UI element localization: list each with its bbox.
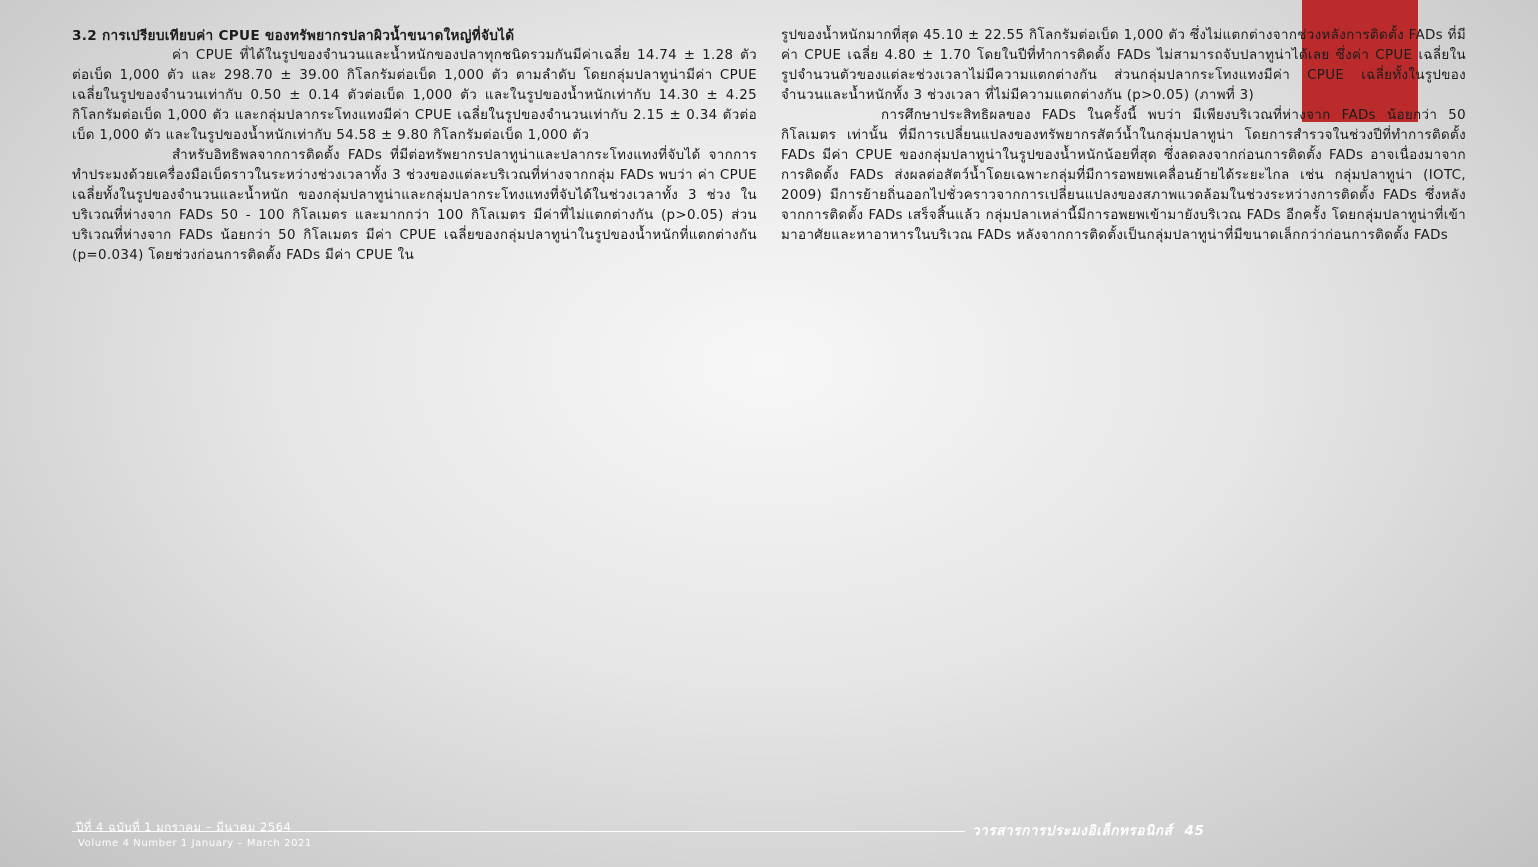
paragraph-continued: รูปของน้ำหนักมากที่สุด 45.10 ± 22.55 กิโลกรัมต่อเบ็ด 1,000 ตัว ซึ่งไม่แตกต่างจากช่วงหลังการติดตั้ง FADs ที่มีค่า CPUE เฉลี่ย 4.80 ± 1.70 โดยในปีที่ทำการติดตั้ง FADs ไม่สามารถจับปลาทูน่าได้เลย ซึ่งค่า CPUE เฉลี่ยในรูปจำนวนตัวของแต่ละช่วงเวลาไม่มีความแตกต่างกัน ส่วนกลุ่มปลากระโทงแทงมีค่า CPUE เฉลี่ยทั้งในรูปของจำนวนและน้ำหนักทั้ง 3 ช่วงเวลา ที่ไม่มีความแตกต่างกัน (p>0.05) (ภาพที่ 3) xyxy=(781,28,1466,103)
right-column xyxy=(781,26,1466,246)
footer-issue-thai: ปีที่ 4 ฉบับที่ 1 มกราคม – มีนาคม 2564 xyxy=(76,820,292,834)
footer-issue-english: Volume 4 Number 1 January – March 2021 xyxy=(78,838,312,849)
paragraph-fads-effectiveness: การศึกษาประสิทธิผลของ FADs ในครั้งนี้ พบว่า มีเพียงบริเวณที่ห่างจาก FADs น้อยกว่า 50 กิโลเมตร เท่านั้น ที่มีการเปลี่ยนแปลงของทรัพยากรสัตว์น้ำในกลุ่มปลาทูน่า โดยการสำรวจในช่วงปีที่ทำการติดตั้ง FADs มีค่า CPUE ของกลุ่มปลาทูน่าในรูปของน้ำหนักน้อยที่สุด ซึ่งลดลงจากก่อนการติดตั้ง FADs อาจเนื่องมาจากการติดตั้ง FADs ส่งผลต่อสัตว์น้ำโดยเฉพาะกลุ่มที่มีการอพยพเคลื่อนย้ายได้ระยะไกล เช่น กลุ่มปลาทูน่า (IOTC, 2009) มีการย้ายถิ่นออกไปชั่วคราวจากการเปลี่ยนแปลงของสภาพแวดล้อมในช่วงระหว่างการติดตั้ง FADs ซึ่งหลังจากการติดตั้ง FADs เสร็จสิ้นแล้ว กลุ่มปลาเหล่านี้มีการอพยพเข้ามายังบริเวณ FADs อีกครั้ง โดยกลุ่มปลาทูน่าที่เข้ามาอาศัยและหาอาหารในบริเวณ FADs หลังจากการติดตั้งเป็นกลุ่มปลาทูน่าที่มีขนาดเล็กกว่าก่อนการติดตั้ง FADs xyxy=(781,108,1466,243)
paragraph-fads-influence: สำหรับอิทธิพลจากการติดตั้ง FADs ที่มีต่อทรัพยากรปลาทูน่าและปลากระโทงแทงที่จับได้ จากการทำประมงด้วยเครื่องมือเบ็ดราวในระหว่างช่วงเวลาทั้ง 3 ช่วงของแต่ละบริเวณที่ห่างจากกลุ่ม FADs พบว่า ค่า CPUE เฉลี่ยทั้งในรูปของจำนวนและน้ำหนัก ของกลุ่มปลาทูน่าและกลุ่มปลากระโทงแทงที่จับได้ในช่วงเวลาทั้ง 3 ช่วง ในบริเวณที่ห่างจาก FADs 50 - 100 กิโลเมตร และมากกว่า 100 กิโลเมตร มีค่าที่ไม่แตกต่างกัน (p>0.05) ส่วนบริเวณที่ห่างจาก FADs น้อยกว่า 50 กิโลเมตร มีค่า CPUE เฉลี่ยของกลุ่มปลาทูน่าในรูปของน้ำหนักที่แตกต่างกัน (p=0.034) โดยช่วงก่อนการติดตั้ง FADs มีค่า CPUE ใน xyxy=(72,148,757,263)
journal-title: วารสารการประมงอิเล็กทรอนิกส์ xyxy=(972,823,1173,839)
page-number: 45 xyxy=(1184,823,1205,839)
section-heading: 3.2 การเปรียบเทียบค่า CPUE ของทรัพยากรปลาผิวน้ำขนาดใหญ่ที่จับได้ xyxy=(72,28,515,44)
footer-journal xyxy=(972,823,1205,839)
paragraph-cpue-overall: ค่า CPUE ที่ได้ในรูปของจำนวนและน้ำหนักของปลาทุกชนิดรวมกันมีค่าเฉลี่ย 14.74 ± 1.28 ตัวต่อเบ็ด 1,000 ตัว และ 298.70 ± 39.00 กิโลกรัมต่อเบ็ด 1,000 ตัว ตามลำดับ โดยกลุ่มปลาทูน่ามีค่า CPUE เฉลี่ยในรูปของจำนวนเท่ากับ 0.50 ± 0.14 ตัวต่อเบ็ด 1,000 ตัว และในรูปของน้ำหนักเท่ากับ 14.30 ± 4.25 กิโลกรัมต่อเบ็ด 1,000 ตัว และกลุ่มปลากระโทงแทงมีค่า CPUE เฉลี่ยในรูปของจำนวนเท่ากับ 2.15 ± 0.34 ตัวต่อเบ็ด 1,000 ตัว และในรูปของน้ำหนักเท่ากับ 54.58 ± 9.80 กิโลกรัมต่อเบ็ด 1,000 ตัว xyxy=(72,48,757,143)
left-column xyxy=(72,26,757,266)
